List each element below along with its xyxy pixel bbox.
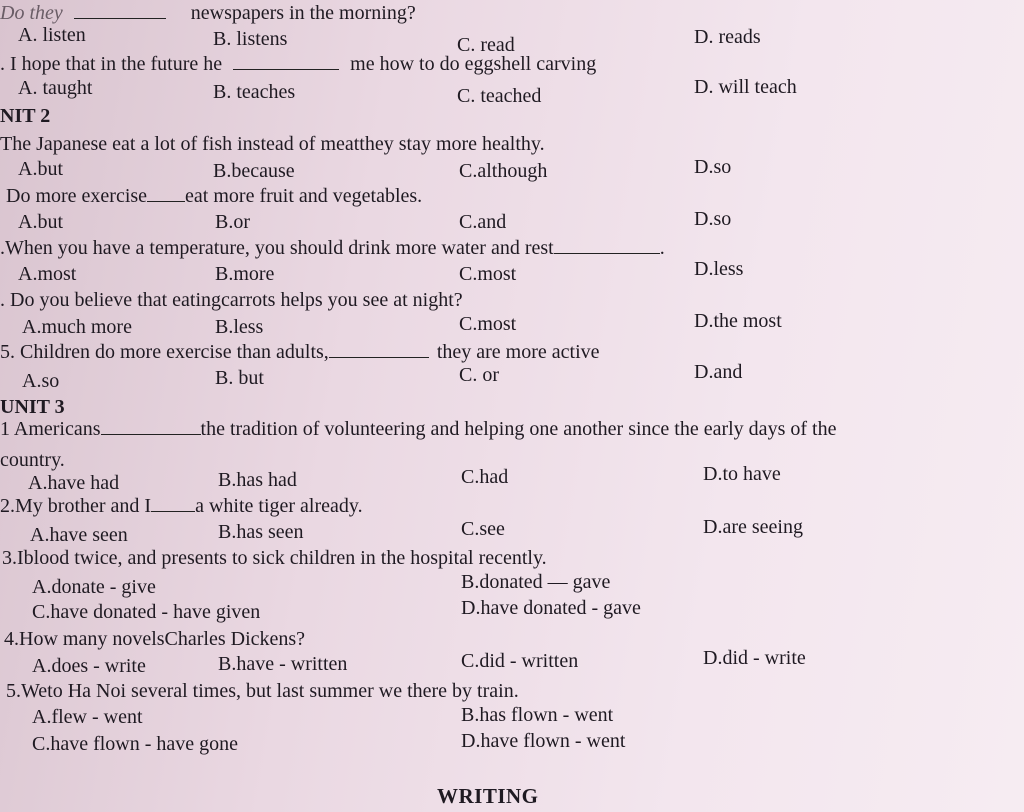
question-pre: 2.My brother and I — [0, 495, 152, 517]
option-d: D.did - write — [703, 647, 806, 669]
option-c: C. or — [459, 364, 499, 386]
question-top — [0, 2, 416, 24]
question-hope-pre: . I hope that in the future he — [0, 53, 223, 75]
option-a: A.but — [18, 158, 63, 180]
unit3-question-5: 5.Weto Ha Noi several times, but last summer we there by train. — [6, 680, 519, 702]
option-b: B.less — [215, 316, 264, 338]
question-post: a white tiger already. — [195, 495, 363, 517]
answer-blank — [329, 341, 429, 358]
option-b: B.has seen — [218, 521, 304, 543]
question-pre: 1 Americans — [0, 418, 101, 440]
question-post: the tradition of volunteering and helping one another since the early days of the — [200, 418, 837, 440]
option-c: C.and — [459, 211, 507, 233]
option-b: B.or — [215, 211, 250, 233]
option-c: C.have donated - have given — [32, 601, 261, 623]
option-b: B.because — [213, 160, 295, 182]
unit3-question-1 — [0, 418, 836, 440]
option-d: D.so — [694, 156, 732, 178]
unit3-question-3: 3.Iblood twice, and presents to sick children in the hospital recently. — [2, 547, 547, 569]
option-d: D.to have — [703, 463, 781, 485]
unit2-question-5 — [0, 341, 600, 363]
option-c: C. teached — [457, 85, 542, 107]
option-a: A. taught — [18, 77, 93, 99]
option-c: C.have flown - have gone — [32, 733, 239, 755]
unit2-question-1: The Japanese eat a lot of fish instead of meatthey stay more healthy. — [0, 133, 545, 155]
unit2-question-4: . Do you believe that eatingcarrots helps you see at night? — [0, 289, 463, 311]
option-b: B.has flown - went — [461, 704, 614, 726]
answer-blank — [151, 495, 195, 512]
option-b: B. listens — [213, 28, 288, 50]
question-top-pre: Do they — [0, 2, 63, 24]
question-post: eat more fruit and vegetables. — [185, 185, 423, 207]
option-d: D. will teach — [694, 76, 797, 98]
option-c: C.see — [461, 518, 505, 540]
option-d: D.the most — [694, 310, 782, 332]
option-a: A.flew - went — [32, 706, 143, 728]
answer-blank — [147, 185, 185, 202]
answer-blank — [233, 53, 339, 70]
option-d: D.so — [694, 208, 732, 230]
question-hope — [0, 53, 596, 75]
unit3-question-2 — [0, 495, 363, 517]
option-c: C.had — [461, 466, 509, 488]
option-a: A.but — [18, 211, 63, 233]
option-c: C.although — [459, 160, 548, 182]
option-d: D.and — [694, 361, 743, 383]
question-pre: Do more exercise — [6, 185, 148, 207]
option-d: D.have donated - gave — [461, 597, 641, 619]
option-b: B.more — [215, 263, 275, 285]
option-b: B. but — [215, 367, 264, 389]
option-d: D.are seeing — [703, 516, 803, 538]
question-hope-post: me how to do eggshell carving — [350, 53, 597, 75]
option-d: D. reads — [694, 26, 761, 48]
option-b: B.has had — [218, 469, 297, 491]
option-a: A.does - write — [32, 655, 146, 677]
unit-3-heading: UNIT 3 — [0, 396, 65, 418]
option-c: C.did - written — [461, 650, 579, 672]
unit3-question-4: 4.How many novelsCharles Dickens? — [4, 628, 306, 650]
option-a: A.so — [22, 370, 60, 392]
option-b: B.have - written — [218, 653, 348, 675]
option-a: A.much more — [22, 316, 132, 338]
option-a: A.most — [18, 263, 77, 285]
question-top-post: newspapers in the morning? — [190, 2, 416, 24]
option-b: B.donated — gave — [461, 571, 611, 593]
question-post: they are more active — [436, 341, 600, 363]
option-c: C.most — [459, 313, 517, 335]
unit3-question-1-continued: country. — [0, 449, 65, 471]
unit-2-heading: NIT 2 — [0, 105, 51, 127]
unit2-question-2 — [6, 185, 422, 207]
question-post: . — [659, 237, 665, 259]
question-pre: 5. Children do more exercise than adults, — [0, 341, 329, 363]
option-a: A. listen — [18, 24, 86, 46]
option-b: B. teaches — [213, 81, 296, 103]
answer-blank — [101, 418, 201, 435]
option-a: A.donate - give — [32, 576, 156, 598]
answer-blank — [74, 2, 166, 19]
option-d: D.have flown - went — [461, 730, 626, 752]
option-d: D.less — [694, 258, 744, 280]
option-a: A.have seen — [30, 524, 128, 546]
question-pre: .When you have a temperature, you should drink more water and rest — [0, 237, 554, 259]
option-a: A.have had — [28, 472, 120, 494]
writing-heading: WRITING — [437, 784, 539, 808]
option-c: C. read — [457, 34, 515, 56]
answer-blank — [554, 237, 660, 254]
option-c: C.most — [459, 263, 517, 285]
unit2-question-3 — [0, 237, 665, 259]
